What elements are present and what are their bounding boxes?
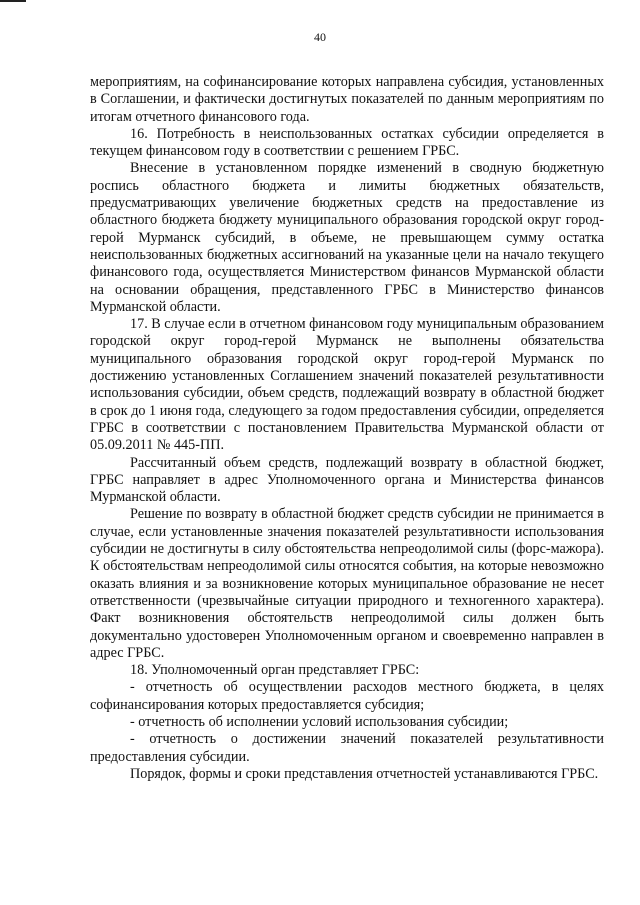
paragraph-reporting-procedure: Порядок, формы и сроки представления отчетностей устанавливаются ГРБС. xyxy=(130,765,599,782)
document-body xyxy=(90,74,604,783)
paragraph-item-18: 18. Уполномоченный орган представляет ГРБС: xyxy=(130,662,420,679)
scan-edge-mark xyxy=(0,0,26,2)
paragraph-continuation: мероприятиям, на софинансирование которых направлена субсидия, установленных в Соглашении, и фактически достигнутых показателей по данным мероприятиям по итогам отчетного финансового года. xyxy=(90,74,604,125)
paragraph-force-majeure: Решение по возврату в областной бюджет средств субсидии не принимается в случае, если установленные значения показателей результативности использования субсидии не достигнуты в силу обстоятельства непреодолимой силы (форс-мажора). К обстоятельствам непреодолимой силы относятся события, на которые невозможно оказать влияния и за возникновение которых муниципальное образование не несет ответственности (чрезвычайные ситуации природного и техногенного характера). Факт возникновения обстоятельств непреодолимой силы должен быть документально удостоверен Уполномоченным органом и своевременно направлен в адрес ГРБС. xyxy=(90,506,604,661)
paragraph-refund-volume: Рассчитанный объем средств, подлежащий возврату в областной бюджет, ГРБС направляет в адрес Уполномоченного органа и Министерства финансов Мурманской области. xyxy=(90,454,604,506)
page-number: 40 xyxy=(314,30,326,44)
list-item-conditions-report: - отчетность об исполнении условий использования субсидии; xyxy=(130,713,509,730)
paragraph-item-17: 17. В случае если в отчетном финансовом году муниципальным образованием городской округ город-герой Мурманск не выполнены обязательства муниципального образования городской округ город-герой Мурманск по достижению установленных Соглашением значений показателей результативности использования субсидии, объем средств, подлежащий возврату в областной бюджет в срок до 1 июня года, следующего за годом предоставления субсидии, определяется ГРБС в соответствии с постановлением Правительства Мурманской области от 05.09.2011 № 445-ПП. xyxy=(90,316,604,454)
paragraph-item-16: 16. Потребность в неиспользованных остатках субсидии определяется в текущем финансовом году в соответствии с решением ГРБС. xyxy=(90,125,604,160)
paragraph-budget-changes: Внесение в установленном порядке изменений в сводную бюджетную роспись областного бюджета и лимиты бюджетных обязательств, предусматривающих увеличение бюджетных средств на предоставление из областного бюджета бюджету муниципального образования городской округ город-герой Мурманск субсидий, в объеме, не превышающем сумму остатка неиспользованных бюджетных ассигнований на указанные цели на начало текущего финансового года, осуществляется Министерством финансов Мурманской области на основании обращения, представленного ГРБС в Министерство финансов Мурманской области. xyxy=(90,160,604,315)
list-item-expenses-report: - отчетность об осуществлении расходов местного бюджета, в целях софинансирования которых предоставляется субсидия; xyxy=(90,679,604,713)
list-item-results-report: - отчетность о достижении значений показателей результативности предоставления субсидии. xyxy=(90,731,604,765)
